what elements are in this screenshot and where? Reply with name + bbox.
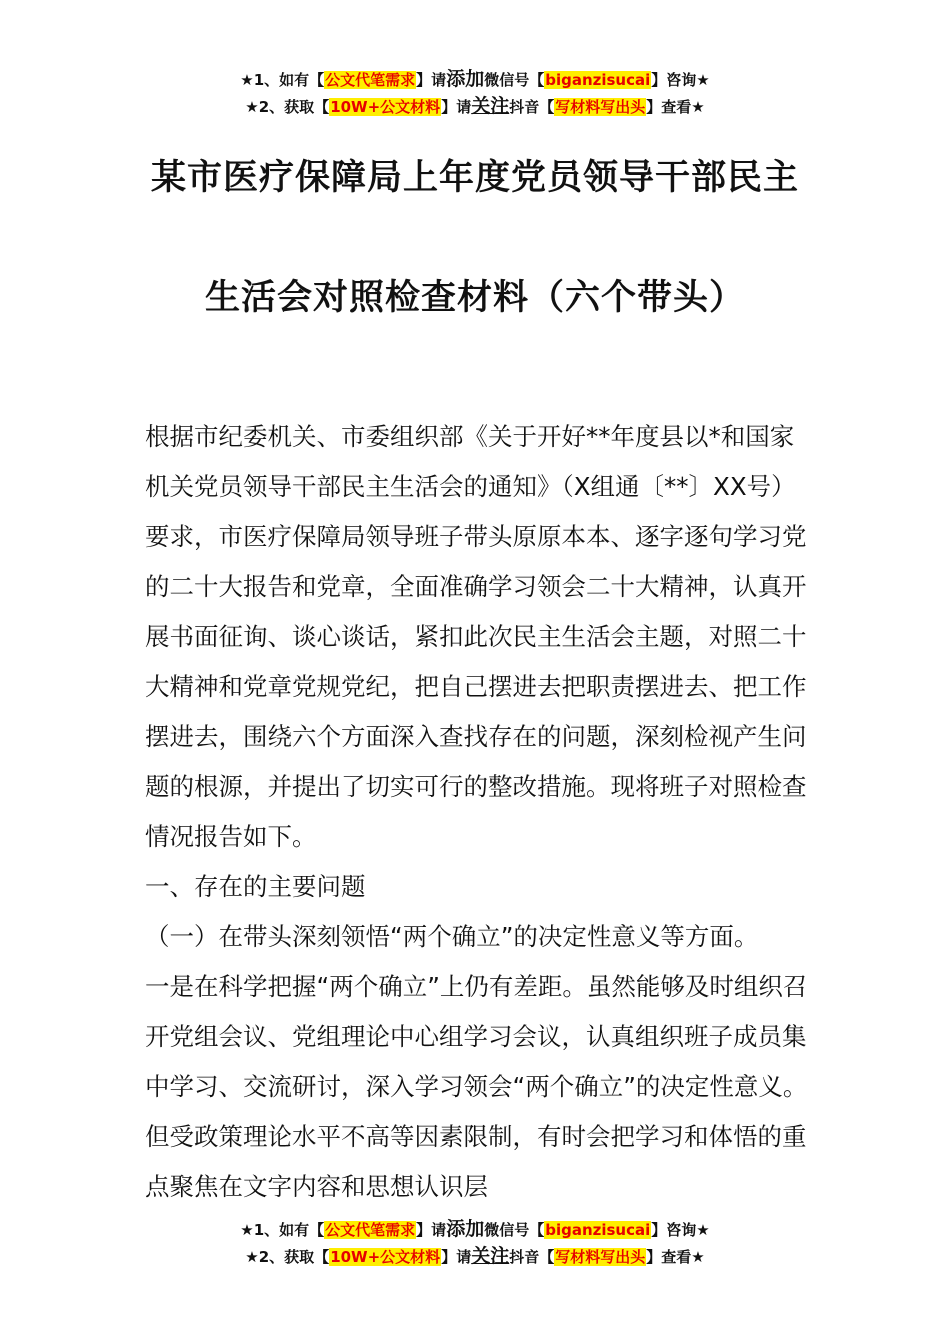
banner-emphasis: 关注: [471, 1245, 510, 1267]
banner-text: 】请: [441, 98, 472, 116]
banner-text: ★1、如有【: [240, 1221, 325, 1239]
banner-text: 】查看★: [646, 1248, 705, 1266]
top-banner: [0, 66, 950, 120]
banner-text: 】请: [416, 71, 447, 89]
banner-text: 】咨询★: [651, 1221, 710, 1239]
banner-text: 】请: [416, 1221, 447, 1239]
banner-text: ★1、如有【: [240, 71, 325, 89]
banner-line-1: [0, 66, 950, 93]
body-paragraph: 一是在科学把握“两个确立”上仍有差距。虽然能够及时组织召开党组会议、党组理论中心组学习会议，认真组织班子成员集中学习、交流研讨，深入学习领会“两个确立”的决定性意义。但受政策理论水平不高等因素限制，有时会把学习和体悟的重点聚焦在文字内容和思想认识层: [145, 972, 808, 1201]
bottom-banner: [0, 1216, 950, 1270]
document-body: [145, 412, 810, 1212]
highlight-douyin: 写材料写出头: [555, 98, 646, 116]
highlight-douyin: 写材料写出头: [555, 1248, 646, 1266]
intro-paragraph: 根据市纪委机关、市委组织部《关于开好**年度县以*和国家机关党员领导干部民主生活会的通知》（X组通〔**〕XX号）要求，市医疗保障局领导班子带头原原本本、逐字逐句学习党的二十大报告和党章，全面准确学习领会二十大精神，认真开展书面征询、谈心谈话，紧扣此次民主生活会主题，对照二十大精神和党章党规党纪，把自己摆进去把职责摆进去、把工作摆进去，围绕六个方面深入查找存在的问题，深刻检视产生问题的根源，并提出了切实可行的整改措施。现将班子对照检查情况报告如下。: [145, 422, 807, 851]
highlight-materials: 10W+公文材料: [330, 1248, 441, 1266]
highlight-materials: 10W+公文材料: [330, 98, 441, 116]
banner-text: ★2、获取【: [245, 98, 330, 116]
banner-line-2: [0, 93, 950, 120]
banner-text: 】请: [441, 1248, 472, 1266]
banner-text: 抖音【: [509, 1248, 555, 1266]
banner-text: 抖音【: [509, 98, 555, 116]
highlight-wechat-id: biganzisucai: [545, 71, 651, 89]
banner-text: 】咨询★: [651, 71, 710, 89]
banner-line-2: [0, 1243, 950, 1270]
banner-emphasis: 关注: [471, 95, 510, 117]
banner-text: 微信号【: [484, 1221, 545, 1239]
banner-text: 】查看★: [646, 98, 705, 116]
banner-text: ★2、获取【: [245, 1248, 330, 1266]
highlight-service: 公文代笔需求: [325, 1221, 416, 1239]
banner-line-1: [0, 1216, 950, 1243]
banner-emphasis: 添加: [446, 68, 485, 90]
banner-text: 微信号【: [484, 71, 545, 89]
section-heading: 一、存在的主要问题: [145, 872, 366, 901]
document-title-line-1: 某市医疗保障局上年度党员领导干部民主: [150, 158, 799, 198]
subsection-heading: （一）在带头深刻领悟“两个确立”的决定性意义等方面。: [145, 922, 759, 951]
document-title-line-2: 生活会对照检查材料（六个带头）: [204, 278, 745, 318]
highlight-wechat-id: biganzisucai: [545, 1221, 651, 1239]
highlight-service: 公文代笔需求: [325, 71, 416, 89]
banner-emphasis: 添加: [446, 1218, 485, 1240]
